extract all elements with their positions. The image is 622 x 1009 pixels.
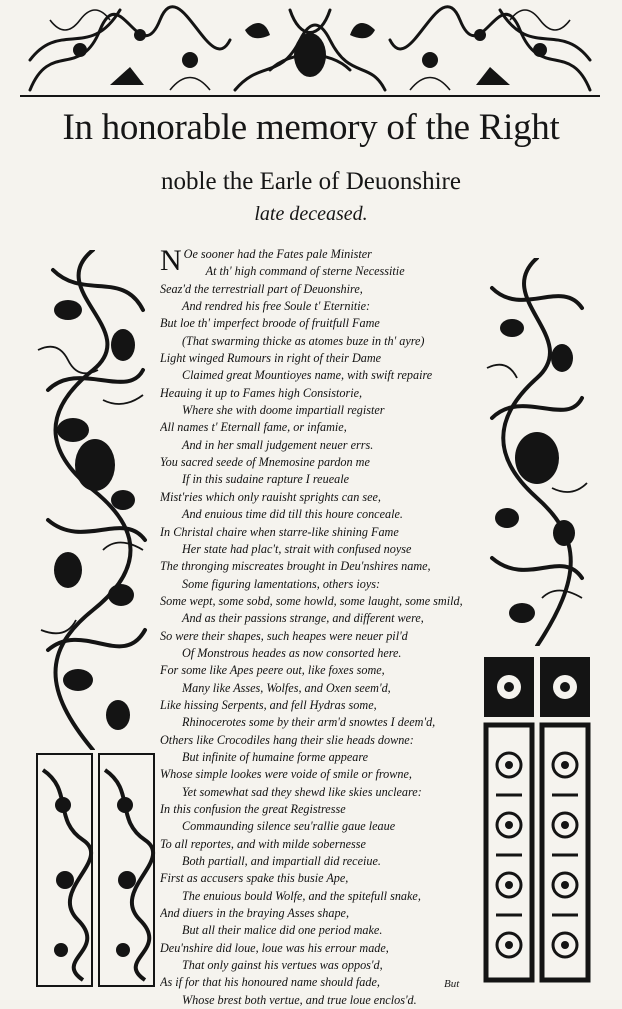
poem-line: But loe th' imperfect broode of fruitfull Fame: [160, 316, 380, 331]
poem-line: At th' high command of sterne Necessitie: [205, 264, 405, 279]
title-line-1: In honorable memory of the Right: [62, 107, 560, 148]
poem-line: Oe sooner had the Fates pale Minister: [183, 247, 372, 261]
poem-line: That only gainst his vertues was oppos'd,: [182, 958, 383, 973]
right-border-ornament: [482, 258, 592, 646]
poem-line: All names t' Eternall fame, or infamie,: [160, 420, 347, 435]
poem-line: So were their shapes, such heapes were neuer pil'd: [160, 628, 408, 643]
title-line-2: noble the Earle of Deuonshire: [161, 168, 461, 195]
drop-cap: N: [160, 244, 182, 277]
poem-line: First as accusers spake this busie Ape,: [160, 871, 349, 886]
poem-line: Both partiall, and impartiall did receiue.: [182, 854, 381, 869]
left-border-ornament: [33, 250, 158, 750]
poem-line: In Christal chaire when starre-like shining Fame: [160, 524, 399, 539]
poem-line: Many like Asses, Wolfes, and Oxen seem'd,: [182, 680, 391, 695]
poem-line: The enuious bould Wolfe, and the spitefull snake,: [182, 888, 421, 903]
poem-line: Commaunding silence seu'rallie gaue leaue: [182, 819, 396, 834]
poem-line: Mist'ries which only rauisht sprights can see,: [160, 489, 381, 504]
poem-line: Of Monstrous heades as now consorted here.: [182, 645, 402, 660]
headpiece-ornament: [20, 0, 600, 98]
poem-line: Whose simple lookes were voide of smile or frowne,: [160, 767, 412, 782]
poem-line: Heauing it up to Fames high Consistorie,: [160, 385, 363, 400]
poem-line: And as their passions strange, and different were,: [182, 611, 424, 626]
poem-line: Light winged Rumours in right of their Dame: [160, 351, 382, 366]
right-bottom-ornament: [482, 655, 592, 985]
poem-line: If in this sudaine rapture I reueale: [182, 472, 349, 487]
poem-line: Claimed great Mountioyes name, with swift repaire: [182, 368, 433, 383]
poem-line: And in her small judgement neuer errs.: [182, 437, 374, 452]
poem-line: Some wept, some sobd, some howld, some laught, some smild,: [160, 593, 463, 608]
poem-line: But all their malice did one period make.: [182, 923, 383, 938]
poem-line: Like hissing Serpents, and fell Hydras some,: [160, 697, 377, 712]
poem-line: Yet somewhat sad they shewd like skies uncleare:: [182, 784, 422, 799]
poem-body: [160, 246, 480, 1009]
poem-line: You sacred seede of Mnemosine pardon me: [160, 455, 370, 470]
catchword: But: [444, 978, 460, 990]
poem-line: In this confusion the great Registresse: [160, 802, 346, 816]
poem-line: And rendred his free Soule t' Eternitie:: [182, 299, 371, 314]
left-bottom-ornament: [33, 750, 158, 990]
poem-line: Others like Crocodiles hang their slie heads downe:: [160, 732, 414, 747]
poem-line: Whose brest both vertue, and true loue enclos'd.: [182, 992, 417, 1007]
poem-line: And diuers in the braying Asses shape,: [160, 906, 350, 921]
poem-line: For some like Apes peere out, like foxes some,: [160, 663, 385, 678]
poem-line: The thronging miscreates brought in Deu'nshires name,: [160, 559, 431, 574]
poem-line: (That swarming thicke as atomes buze in th' ayre): [182, 333, 425, 348]
poem-line: Deu'nshire did loue, loue was his errour made,: [160, 940, 389, 955]
poem-line: As if for that his honoured name should fade,: [160, 975, 380, 990]
poem-line: To all reportes, and with milde sobernesse: [160, 836, 366, 851]
poem-line: Seaz'd the terrestriall part of Deuonshire,: [160, 281, 363, 296]
poem-line: Her state had plac't, strait with confused noyse: [182, 541, 412, 556]
title-line-3: late deceased.: [254, 203, 368, 225]
poem-line: And enuious time did till this houre conceale.: [182, 507, 403, 522]
poem-line: Where she with doome impartiall register: [182, 403, 385, 418]
poem-line: Rhinocerotes some by their arm'd snowtes I deem'd,: [182, 715, 436, 730]
poem-line: But infinite of humaine forme appeare: [182, 749, 369, 764]
poem-line: Some figuring lamentations, others ioys:: [182, 576, 381, 591]
